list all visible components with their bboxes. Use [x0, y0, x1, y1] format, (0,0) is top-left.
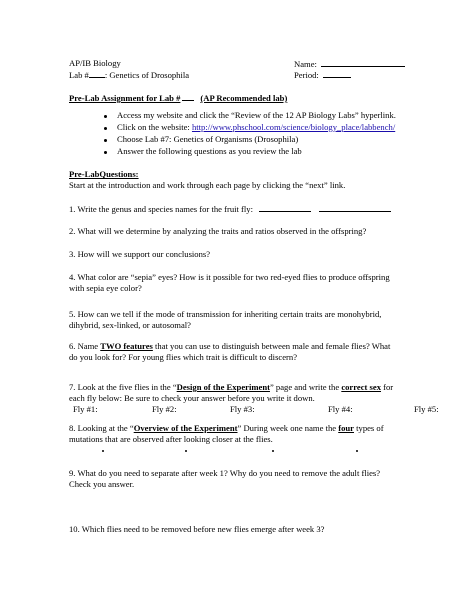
bullet-prefix: Click on the website: — [117, 122, 192, 132]
species-blank[interactable] — [319, 203, 391, 212]
mutation-bullet — [356, 450, 358, 452]
fly-label: Fly #4: — [328, 404, 353, 414]
question-6-line-1 — [69, 341, 390, 351]
assignment-subtitle: (AP Recommended lab) — [200, 93, 288, 103]
question-7-line-2: each fly below: Be sure to check your answer before you write it down. — [69, 393, 315, 403]
four-emphasis: four — [338, 423, 354, 433]
design-of-experiment-emphasis: Design of the Experiment — [176, 382, 270, 392]
lab-number-blank[interactable] — [89, 69, 105, 78]
course-title: AP/IB Biology — [69, 58, 121, 68]
lab-title — [69, 69, 189, 80]
question-10: 10. Which flies need to be removed before new flies emerge after week 3? — [69, 524, 325, 534]
question-1 — [69, 203, 391, 214]
question-6-emphasis: TWO features — [100, 341, 153, 351]
assignment-lab-blank[interactable] — [182, 92, 194, 101]
bullet-dot — [104, 127, 107, 130]
question-7-text: 7. Look at the five flies in the “ — [69, 382, 177, 392]
period-blank[interactable] — [323, 69, 351, 78]
lab-prefix: Lab # — [69, 70, 89, 80]
question-8-text-end: types of — [353, 423, 384, 433]
period-label: Period: — [294, 70, 319, 80]
name-field — [294, 58, 405, 69]
question-6-text: 6. Name — [69, 341, 101, 351]
question-7-text-cont: ” page and write the — [269, 382, 342, 392]
mutation-bullet — [185, 450, 187, 452]
question-3: 3. How will we support our conclusions? — [69, 249, 211, 259]
lab-suffix: : Genetics of Drosophila — [104, 70, 190, 80]
question-9-line-2: Check you answer. — [69, 479, 135, 489]
bullet-item: Answer the following questions as you review the lab — [117, 146, 302, 156]
assignment-title: Pre-Lab Assignment for Lab # — [69, 93, 181, 103]
questions-intro: Start at the introduction and work through each page by clicking the “next” link. — [69, 180, 346, 190]
fly-label: Fly #1: — [73, 404, 98, 414]
period-field — [294, 69, 351, 80]
fly-label: Fly #2: — [152, 404, 177, 414]
mutation-bullet — [102, 450, 104, 452]
question-6-line-2: do you look for? For young flies which trait is difficult to discern? — [69, 352, 298, 362]
question-9-line-1: 9. What do you need to separate after week 1? Why do you need to remove the adult flies? — [69, 468, 381, 478]
bullet-dot — [104, 115, 107, 118]
question-4-line-1: 4. What color are “sepia” eyes? How is it possible for two red-eyed flies to produce offspring — [69, 272, 390, 282]
question-5-line-1: 5. How can we tell if the mode of transmission for inheriting certain traits are monohybrid, — [69, 309, 382, 319]
question-1-text: 1. Write the genus and species names for the fruit fly: — [69, 204, 253, 214]
question-7-text-end: for — [381, 382, 394, 392]
name-blank[interactable] — [321, 58, 405, 67]
bullet-item: Access my website and click the “Review of the 12 AP Biology Labs” hyperlink. — [117, 110, 396, 120]
correct-sex-emphasis: correct sex — [341, 382, 381, 392]
fly-label: Fly #3: — [230, 404, 255, 414]
overview-of-experiment-emphasis: Overview of the Experiment — [133, 423, 238, 433]
question-5-line-2: dihybrid, sex-linked, or autosomal? — [69, 320, 191, 330]
question-8-text-cont: ” During week one name the — [237, 423, 339, 433]
labbench-link[interactable]: http://www.phschool.com/science/biology_place/labbench/ — [191, 122, 396, 132]
bullet-item: Choose Lab #7: Genetics of Organisms (Drosophila) — [117, 134, 299, 144]
name-label: Name: — [294, 59, 317, 69]
genus-blank[interactable] — [259, 203, 311, 212]
question-8-line-2: mutations that are observed after looking closer at the flies. — [69, 434, 273, 444]
question-7-line-1 — [69, 382, 393, 392]
question-2: 2. What will we determine by analyzing the traits and ratios observed in the offspring? — [69, 226, 367, 236]
question-8-line-1 — [69, 423, 384, 433]
mutation-bullet — [272, 450, 274, 452]
question-8-text: 8. Looking at the “ — [69, 423, 134, 433]
question-6-text-cont: that you can use to distinguish between male and female flies? What — [152, 341, 391, 351]
fly-label: Fly #5: — [414, 404, 439, 414]
bullet-dot — [104, 139, 107, 142]
questions-heading: Pre-LabQuestions: — [69, 169, 139, 179]
bullet-item — [117, 122, 395, 132]
bullet-dot — [104, 151, 107, 154]
question-4-line-2: with sepia eye color? — [69, 283, 142, 293]
assignment-heading — [69, 92, 287, 103]
